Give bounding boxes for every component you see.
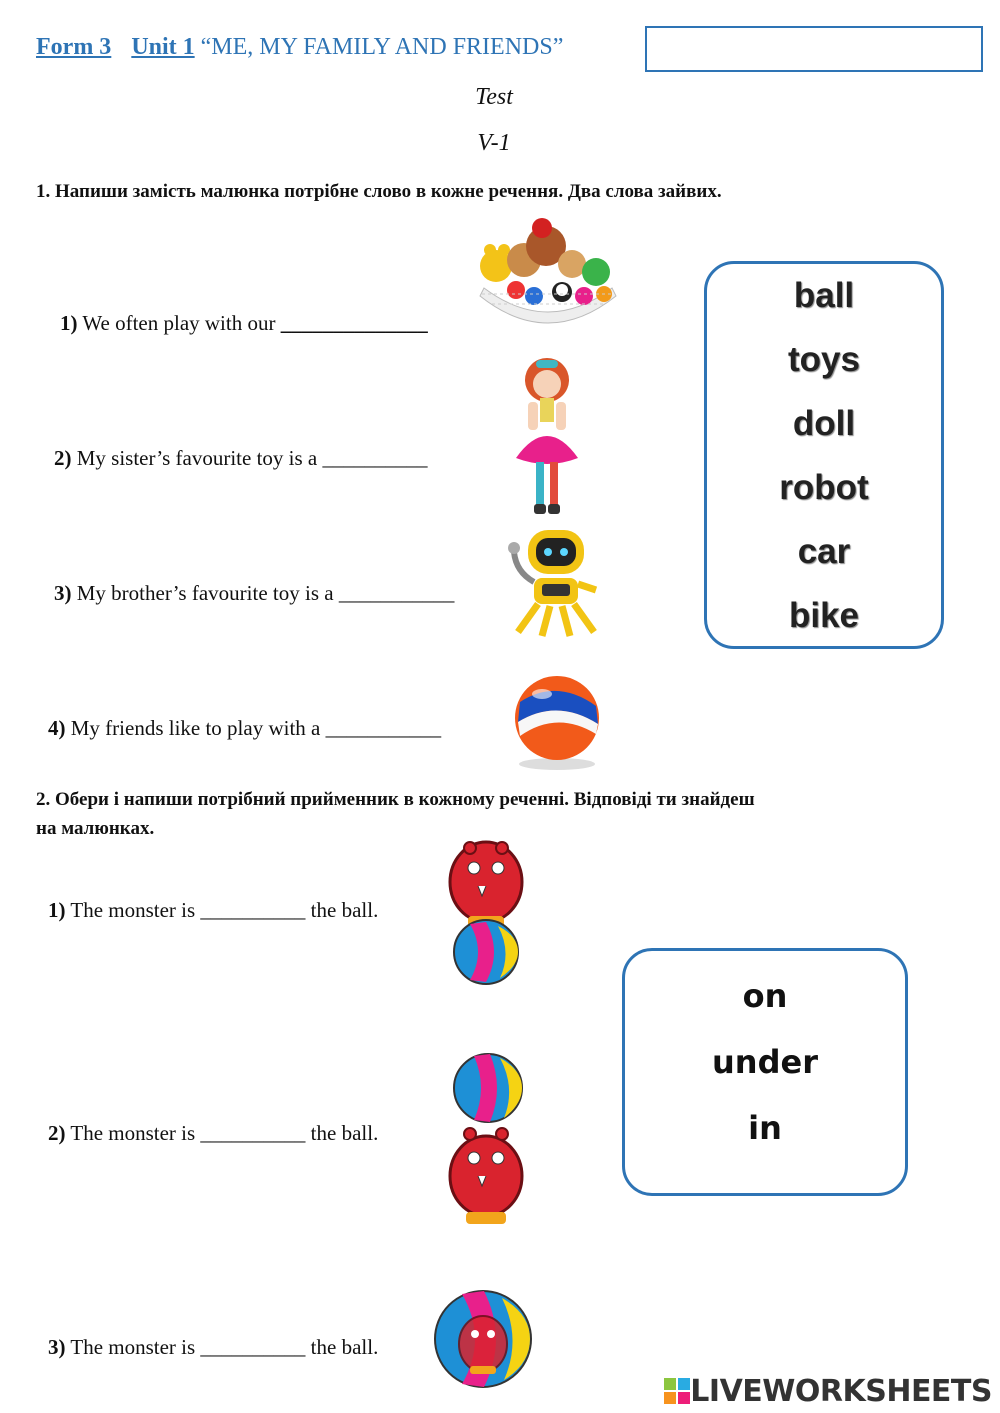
sentence-number: 4): [48, 716, 66, 740]
sentence-number: 2): [48, 1121, 66, 1145]
word-bank-item[interactable]: robot: [779, 468, 869, 507]
unit-link[interactable]: Unit 1: [131, 34, 195, 60]
variant-label: V-1: [477, 130, 511, 156]
task2-word-bank: [622, 948, 908, 1196]
test-label: Test: [475, 84, 513, 110]
task1-sentence-3: [54, 581, 454, 606]
task1-word-bank: [704, 261, 944, 649]
task2-sentence-1: [48, 898, 378, 923]
word-bank-item[interactable]: on: [742, 977, 788, 1015]
monster-under-ball-picture: [440, 1052, 532, 1230]
task2-instruction: [36, 785, 755, 843]
logo-text: LIVEWORKSHEETS: [690, 1374, 992, 1409]
task2-instruction-line2: на малюнках.: [36, 818, 155, 839]
word-bank-item[interactable]: bike: [788, 596, 860, 635]
sentence-text[interactable]: The monster is __________ the ball.: [65, 1335, 379, 1359]
sentence-text: My brother’s favourite toy is a: [71, 581, 339, 605]
sentence-number: 3): [54, 581, 72, 605]
sentence-number: 1): [60, 311, 78, 335]
robot-picture: [508, 522, 604, 640]
doll-picture: [506, 354, 588, 518]
sentence-text[interactable]: The monster is __________ the ball.: [65, 1121, 379, 1145]
task2-sentence-2: [48, 1121, 378, 1146]
word-bank-item[interactable]: car: [797, 532, 851, 571]
sentence-number: 1): [48, 898, 66, 922]
task2-sentence-3: [48, 1335, 378, 1360]
word-bank-item[interactable]: in: [748, 1109, 782, 1147]
sentence-number: 3): [48, 1335, 66, 1359]
task2-instruction-line1: 2. Обери і напиши потрібний прийменник в кожному реченні. Відповіді ти знайдеш: [36, 789, 755, 810]
task1-sentence-4: [48, 716, 441, 741]
task1-sentence-1: [60, 311, 428, 336]
task1-sentence-2: [54, 446, 428, 471]
answer-blank[interactable]: __________: [322, 446, 428, 470]
answer-blank[interactable]: ___________: [325, 716, 442, 740]
task1-instruction: 1. Напиши замість малюнка потрібне слово в кожне речення. Два слова зайвих.: [36, 181, 722, 202]
answer-blank[interactable]: ______________: [280, 311, 428, 335]
sentence-text: My friends like to play with a: [65, 716, 326, 740]
sentence-number: 2): [54, 446, 72, 470]
form-link[interactable]: Form 3: [36, 34, 112, 60]
sentence-text[interactable]: The monster is __________ the ball.: [65, 898, 379, 922]
monster-in-ball-picture: [432, 1288, 534, 1390]
word-bank-item[interactable]: ball: [793, 276, 855, 315]
sentence-text: My sister’s favourite toy is a: [71, 446, 323, 470]
logo-squares-icon: [664, 1378, 690, 1404]
sentence-text: We often play with our: [77, 311, 281, 335]
toys-pile-picture: [476, 218, 620, 340]
student-name-box[interactable]: [645, 26, 983, 72]
liveworksheets-logo: [664, 1374, 992, 1409]
word-bank-item[interactable]: under: [712, 1043, 818, 1081]
monster-on-ball-picture: [440, 836, 532, 986]
ball-picture: [512, 672, 602, 770]
word-bank-item[interactable]: toys: [788, 340, 860, 379]
word-bank-item[interactable]: doll: [792, 404, 856, 443]
answer-blank[interactable]: ___________: [338, 581, 455, 605]
unit-title: “ME, MY FAMILY AND FRIENDS”: [200, 34, 564, 60]
worksheet-header: [36, 34, 563, 61]
